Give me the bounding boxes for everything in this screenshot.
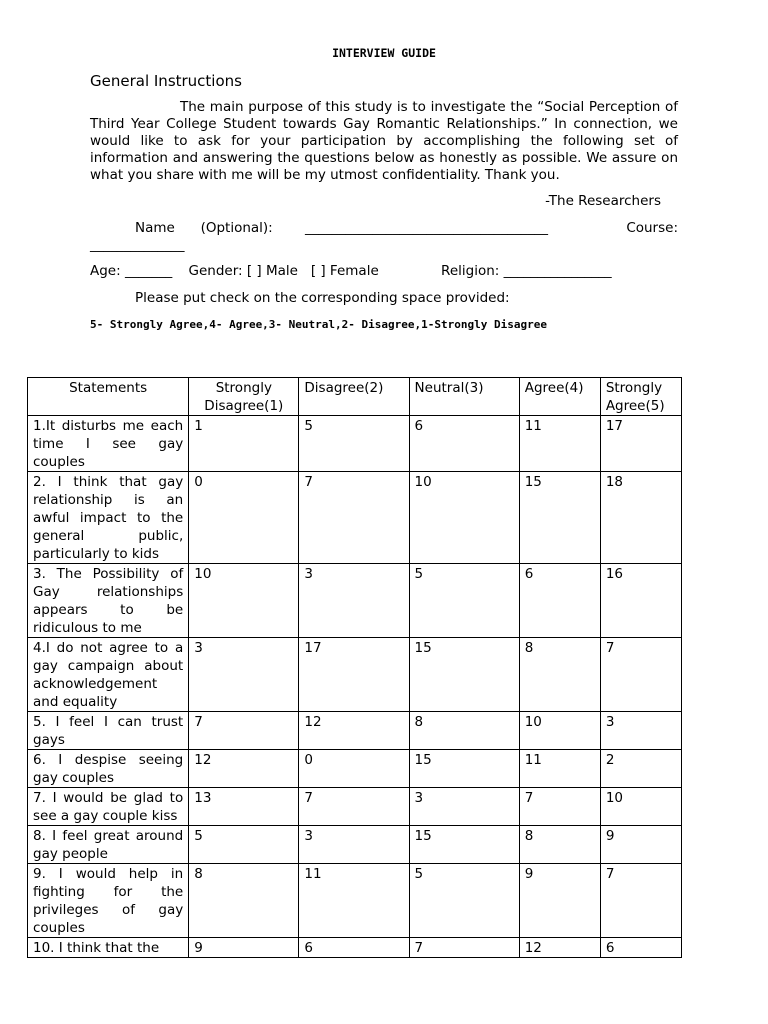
response-count-cell: 18 <box>600 472 681 564</box>
response-count-cell: 3 <box>409 788 519 826</box>
statement-cell: 8. I feel great around gay people <box>28 826 189 864</box>
response-count-cell: 9 <box>600 826 681 864</box>
response-count-cell: 5 <box>189 826 299 864</box>
response-count-cell: 5 <box>409 864 519 938</box>
response-count-cell: 6 <box>600 938 681 958</box>
response-count-cell: 12 <box>299 712 409 750</box>
scale-legend: 5- Strongly Agree,4- Agree,3- Neutral,2- Disagree,1-Strongly Disagree <box>90 318 547 331</box>
statement-cell: 6. I despise seeing gay couples <box>28 750 189 788</box>
signoff: -The Researchers <box>545 193 661 209</box>
course-blank: ______________ <box>90 237 185 253</box>
age-label: Age: _______ <box>90 263 173 279</box>
age-gender-religion-line <box>90 263 612 279</box>
response-count-cell: 5 <box>409 564 519 638</box>
response-count-cell: 10 <box>409 472 519 564</box>
response-count-cell: 6 <box>299 938 409 958</box>
response-count-cell: 17 <box>600 416 681 472</box>
response-count-cell: 1 <box>189 416 299 472</box>
response-count-cell: 15 <box>409 826 519 864</box>
statement-cell: 10. I think that the <box>28 938 189 958</box>
table-row <box>28 826 682 864</box>
name-blank: ____________________________________ <box>305 220 548 236</box>
instructions-paragraph: The main purpose of this study is to investigate the “Social Perception of Third Year College Student towards Gay Romantic Relationships.” In connection, we would like to ask for your participation by accomplishing the following set of information and answering the questions below as honestly as possible. We assure on what you share with me will be my utmost confidentiality. Thank you. <box>90 99 678 183</box>
response-count-cell: 6 <box>519 564 600 638</box>
response-count-cell: 7 <box>299 788 409 826</box>
response-count-cell: 7 <box>189 712 299 750</box>
statement-cell: 2. I think that gay relationship is an awful impact to the general public, particularly to kids <box>28 472 189 564</box>
header-statements: Statements <box>28 378 189 416</box>
response-count-cell: 10 <box>600 788 681 826</box>
name-label: Name (Optional): <box>135 220 273 236</box>
statement-cell: 7. I would be glad to see a gay couple kiss <box>28 788 189 826</box>
response-count-cell: 7 <box>299 472 409 564</box>
response-count-cell: 16 <box>600 564 681 638</box>
response-count-cell: 0 <box>299 750 409 788</box>
response-count-cell: 11 <box>519 416 600 472</box>
response-count-cell: 15 <box>409 638 519 712</box>
response-count-cell: 7 <box>600 864 681 938</box>
response-count-cell: 12 <box>189 750 299 788</box>
table-row <box>28 750 682 788</box>
statement-cell: 5. I feel I can trust gays <box>28 712 189 750</box>
check-instruction: Please put check on the corresponding space provided: <box>135 290 510 306</box>
response-count-cell: 5 <box>299 416 409 472</box>
response-count-cell: 8 <box>519 638 600 712</box>
header-disagree: Disagree(2) <box>299 378 409 416</box>
response-count-cell: 8 <box>519 826 600 864</box>
statement-cell: 9. I would help in fighting for the privileges of gay couples <box>28 864 189 938</box>
table-row <box>28 864 682 938</box>
response-count-cell: 10 <box>519 712 600 750</box>
response-count-cell: 7 <box>409 938 519 958</box>
response-count-cell: 9 <box>189 938 299 958</box>
statement-cell: 3. The Possibility of Gay relationships appears to be ridiculous to me <box>28 564 189 638</box>
response-count-cell: 3 <box>600 712 681 750</box>
section-heading: General Instructions <box>90 72 242 90</box>
religion-label: Religion: ________________ <box>441 263 612 279</box>
response-count-cell: 6 <box>409 416 519 472</box>
header-neutral: Neutral(3) <box>409 378 519 416</box>
table-header-row <box>28 378 682 416</box>
response-count-cell: 12 <box>519 938 600 958</box>
response-count-cell: 7 <box>519 788 600 826</box>
table-row <box>28 564 682 638</box>
header-strongly-disagree: Strongly Disagree(1) <box>189 378 299 416</box>
response-count-cell: 3 <box>299 826 409 864</box>
response-count-cell: 9 <box>519 864 600 938</box>
response-count-cell: 11 <box>519 750 600 788</box>
response-count-cell: 15 <box>409 750 519 788</box>
table-row <box>28 788 682 826</box>
response-count-cell: 13 <box>189 788 299 826</box>
response-count-cell: 10 <box>189 564 299 638</box>
statement-cell: 4.I do not agree to a gay campaign about acknowledgement and equality <box>28 638 189 712</box>
table-row <box>28 472 682 564</box>
response-count-cell: 3 <box>189 638 299 712</box>
table-row <box>28 938 682 958</box>
table-body <box>28 416 682 958</box>
statement-cell: 1.It disturbs me each time I see gay couples <box>28 416 189 472</box>
gender-label: Gender: [ ] Male [ ] Female <box>188 263 379 279</box>
document-title: INTERVIEW GUIDE <box>332 46 436 60</box>
header-strongly-agree: Strongly Agree(5) <box>600 378 681 416</box>
response-count-cell: 11 <box>299 864 409 938</box>
response-count-cell: 15 <box>519 472 600 564</box>
response-count-cell: 8 <box>189 864 299 938</box>
response-count-cell: 7 <box>600 638 681 712</box>
table-row <box>28 638 682 712</box>
response-count-cell: 3 <box>299 564 409 638</box>
header-agree: Agree(4) <box>519 378 600 416</box>
survey-table <box>27 377 682 958</box>
response-count-cell: 17 <box>299 638 409 712</box>
table-row <box>28 712 682 750</box>
course-label: Course: <box>626 220 678 236</box>
response-count-cell: 0 <box>189 472 299 564</box>
response-count-cell: 8 <box>409 712 519 750</box>
response-count-cell: 2 <box>600 750 681 788</box>
table-row <box>28 416 682 472</box>
